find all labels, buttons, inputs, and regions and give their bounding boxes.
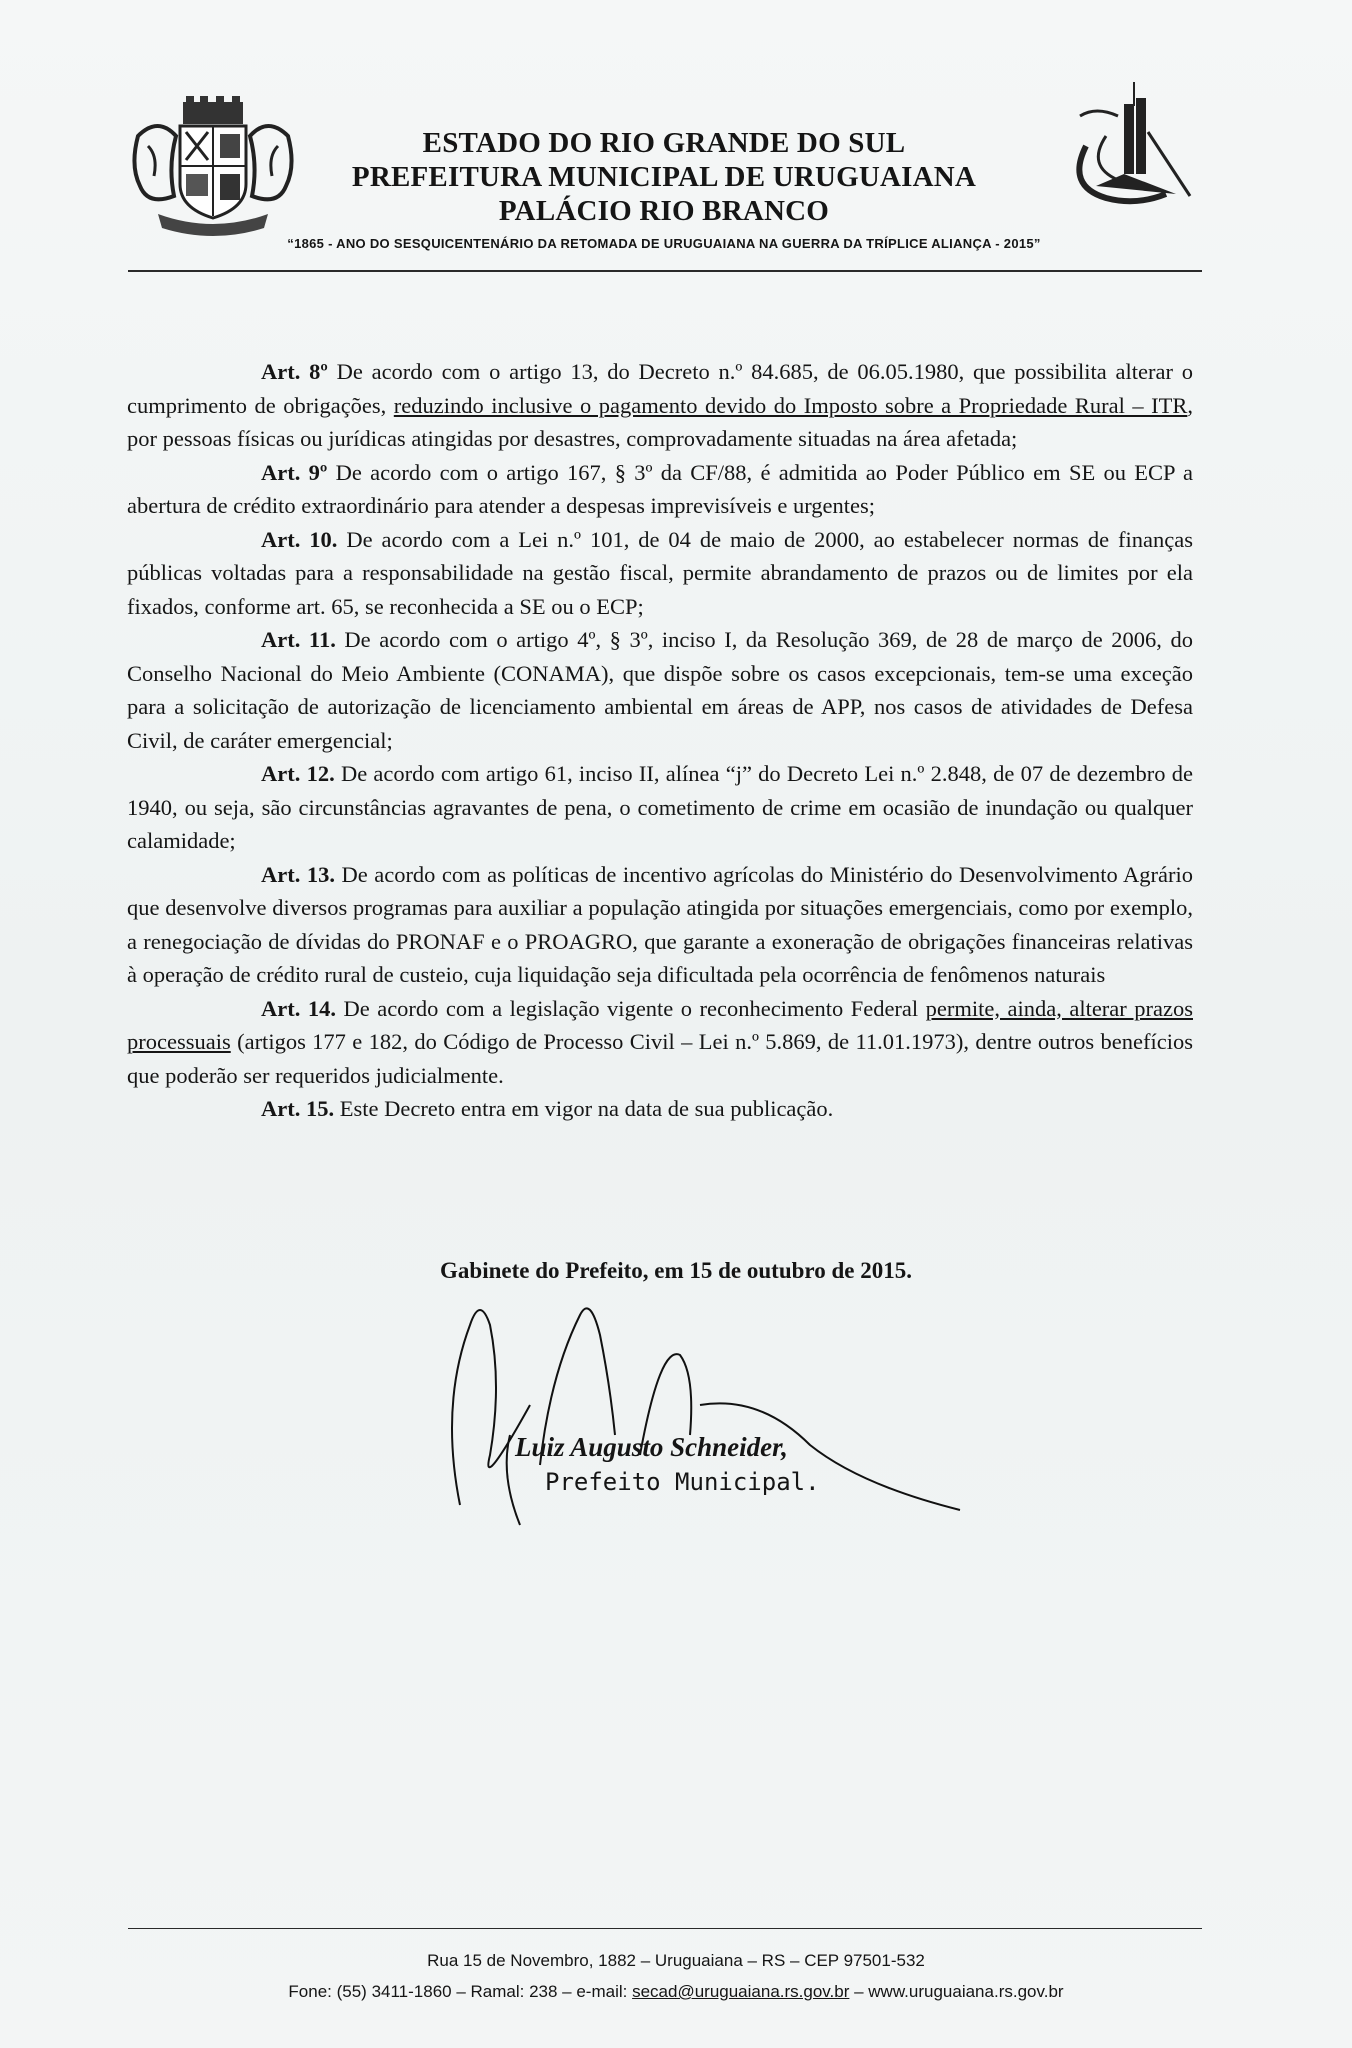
footer xyxy=(0,1945,1352,2007)
article-11-text: De acordo com o artigo 4º, § 3º, inciso I, da Resolução 369, de 28 de março de 2006, do Conselho Nacional do Meio Ambiente (CONAMA), que dispõe sobre os casos excepcionais, tem-se uma exceção para a solicitação de autorização de licenciamento ambiental em áreas de APP, nos casos de atividades de Defesa Civil, de caráter emergencial; xyxy=(127,627,1193,753)
article-12 xyxy=(127,757,1193,858)
municipality-name: PREFEITURA MUNICIPAL DE URUGUAIANA xyxy=(351,161,977,193)
letterhead-motto: “1865 - ANO DO SESQUICENTENÁRIO DA RETOMADA DE URUGUAIANA NA GUERRA DA TRÍPLICE ALIANÇA - 2015” xyxy=(287,236,1041,251)
decree-body xyxy=(127,355,1193,1126)
article-15-text: Este Decreto entra em vigor na data de sua publicação. xyxy=(334,1096,834,1121)
article-11-label: Art. 11. xyxy=(261,627,336,652)
article-14-text: De acordo com a legislação vigente o reconhecimento Federal xyxy=(335,995,926,1021)
letterhead-title xyxy=(128,126,1200,228)
signer-role: Prefeito Municipal. xyxy=(545,1468,820,1496)
footer-phone: Fone: (55) 3411-1860 – Ramal: 238 – e-mail: xyxy=(288,1982,633,2001)
article-13 xyxy=(127,858,1193,992)
article-10-text: De acordo com a Lei n.º 101, de 04 de maio de 2000, ao estabelecer normas de finanças públicas voltadas para a responsabilidade na gestão fiscal, permite abrandamento de prazos ou de limites por ela fixados, conforme art. 65, se reconhecida a SE ou o ECP; xyxy=(127,526,1193,619)
article-8-underlined: reduzindo inclusive o pagamento devido do Imposto sobre a Propriedade Rural – ITR xyxy=(393,392,1188,418)
state-name: ESTADO DO RIO GRANDE DO SUL xyxy=(422,127,906,159)
article-14-label: Art. 14. xyxy=(261,995,336,1021)
article-15 xyxy=(127,1092,1193,1126)
closing-line: Gabinete do Prefeito, em 15 de outubro de 2015. xyxy=(440,1258,912,1283)
article-10 xyxy=(127,523,1193,624)
article-12-label: Art. 12. xyxy=(261,761,335,786)
article-13-text: De acordo com as políticas de incentivo agrícolas do Ministério do Desenvolvimento Agrário que desenvolve diversos programas para auxiliar a população atingida por situações emergenciais, como por exemplo, a renegociação de dívidas do PRONAF e o PROAGRO, que garante a exoneração de obrigações financeiras relativas à operação de crédito rural de custeio, cuja liquidação seja dificultada pela ocorrência de fenômenos naturais xyxy=(127,861,1193,987)
article-14-text-end: (artigos 177 e 182, do Código de Processo Civil – Lei n.º 5.869, de 11.01.1973), dentre outros benefícios que poderão ser requeridos judicialmente. xyxy=(127,1029,1193,1088)
footer-email-link[interactable]: secad@uruguaiana.rs.gov.br xyxy=(632,1982,850,2001)
footer-address: Rua 15 de Novembro, 1882 – Uruguaiana – RS – CEP 97501-532 xyxy=(427,1951,925,1970)
article-9-label: Art. 9º xyxy=(261,459,328,485)
city-monument-logo-icon xyxy=(1066,76,1196,216)
handwritten-signature-icon xyxy=(440,1285,980,1545)
article-9-text: De acordo com o artigo 167, § 3º da CF/88, é admitida ao Poder Público em SE ou ECP a abertura de crédito extraordinário para atender a despesas imprevisíveis e urgentes; xyxy=(127,459,1193,518)
article-8-text: De acordo com o artigo 13, do Decreto n.º 84.685, de 06.05.1980, que possibilita alterar o cumprimento de obrigações, xyxy=(127,359,1194,418)
article-14 xyxy=(127,992,1193,1093)
letterhead xyxy=(128,96,1200,271)
article-12-text: De acordo com artigo 61, inciso II, alínea “j” do Decreto Lei n.º 2.848, de 07 de dezembro de 1940, ou seja, são circunstâncias agravantes de pena, o cometimento de crime em ocasião de inundação ou qualquer calamidade; xyxy=(127,761,1193,853)
article-15-label: Art. 15. xyxy=(261,1096,335,1121)
article-11 xyxy=(127,623,1193,757)
footer-contact xyxy=(0,1976,1352,2007)
article-8 xyxy=(127,355,1193,456)
article-8-label: Art. 8º xyxy=(261,359,328,384)
article-13-label: Art. 13. xyxy=(261,861,335,887)
palace-name: PALÁCIO RIO BRANCO xyxy=(498,195,830,227)
footer-divider xyxy=(128,1928,1202,1929)
footer-website: – www.uruguaiana.rs.gov.br xyxy=(849,1982,1064,2001)
signer-name: Luiz Augusto Schneider, xyxy=(515,1432,788,1462)
article-8-text-end: , por pessoas físicas ou jurídicas atingidas por desastres, comprovadamente situadas na área afetada; xyxy=(127,392,1193,451)
header-divider xyxy=(128,270,1202,272)
article-10-label: Art. 10. xyxy=(261,526,338,552)
article-9 xyxy=(127,456,1193,523)
article-14-underlined: permite, ainda, alterar prazos processuais xyxy=(127,995,1193,1054)
